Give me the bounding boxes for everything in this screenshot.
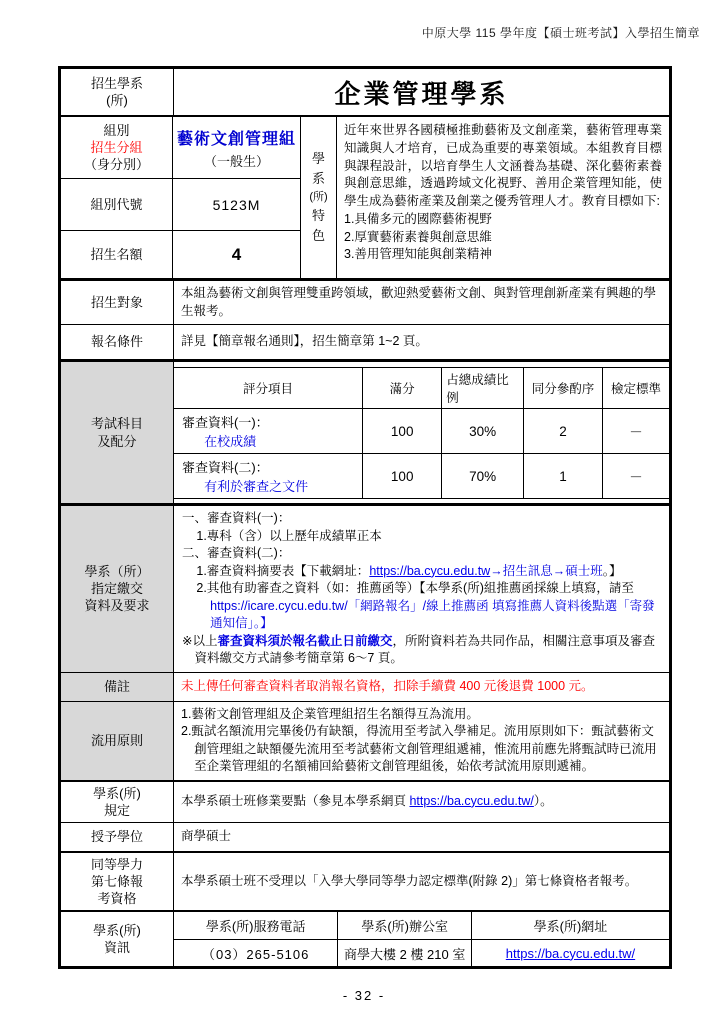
equivalency-row xyxy=(61,851,669,910)
group-code-label: 組別代號 xyxy=(61,179,173,230)
remark-text-cell xyxy=(173,673,669,701)
info-phone-header: 學系(所)服務電話 xyxy=(205,919,306,935)
conditions-text: 詳見【簡章報名通則】，招生簡章第 1~2 頁。 xyxy=(181,334,428,349)
regulation-label: 學系(所) 規定 xyxy=(93,785,141,818)
equivalency-text: 本學系碩士班不受理以「入學大學同等學力認定標準(附錄 2)」第七條資格者報考。 xyxy=(181,873,638,888)
materials-line-5: 2.其他有助審查之資料（如：推薦函等）【本學系(所)組推薦函採線上填寫，請至 https://icare.cycu.edu.tw/「網路報名」/線上推薦函 填寫推薦人資料後點選「寄發通知信」。】 xyxy=(196,581,655,630)
degree-text-cell xyxy=(173,823,669,851)
regulation-text: 本學系碩士班修業要點（參見本學系網頁 https://ba.cycu.edu.tw/）。 xyxy=(181,793,553,808)
remark-label: 備註 xyxy=(61,673,173,701)
exam-header-fullscore: 滿分 xyxy=(362,368,441,408)
exam-row-2-ratio: 70% xyxy=(441,453,523,498)
degree-text: 商學碩士 xyxy=(181,829,232,844)
admission-table xyxy=(58,66,672,969)
features-label: 學 系 (所) 特 色 xyxy=(300,117,336,278)
page-header: 中原大學 115 學年度【碩士班考試】入學招生簡章 xyxy=(421,26,700,40)
dept-website-link[interactable]: https://ba.cycu.edu.tw/ xyxy=(409,793,534,808)
features-item: 1.具備多元的國際藝術視野 xyxy=(344,211,492,226)
transfer-text-cell xyxy=(173,702,669,780)
info-section xyxy=(61,910,669,966)
equivalency-text-cell xyxy=(173,853,669,910)
regulation-row xyxy=(61,780,669,822)
exam-table xyxy=(174,367,669,499)
conditions-label: 報名條件 xyxy=(90,334,143,350)
target-text: 本組為藝術文創與管理雙重跨領域，歡迎熱愛藝術文創、與對管理創新產業有興趣的學生報考。 xyxy=(181,286,657,318)
group-identity: （一般生） xyxy=(203,153,269,169)
exam-row-2-fullscore: 100 xyxy=(362,453,441,498)
exam-row-1-standard: － xyxy=(602,408,669,453)
equivalency-label: 同等學力 第七條報 考資格 xyxy=(90,856,143,907)
exam-row-2-tiebreak: 1 xyxy=(523,453,602,498)
info-phone: （03）265-5106 xyxy=(174,939,337,966)
exam-row-2-standard: － xyxy=(602,453,669,498)
materials-text xyxy=(173,506,669,672)
exam-row-1-ratio: 30% xyxy=(441,408,523,453)
degree-label: 授予學位 xyxy=(90,829,143,845)
materials-line-3: 二、審查資料(二)： xyxy=(182,546,291,560)
exam-row-1-tiebreak: 2 xyxy=(523,408,602,453)
remark-text: 未上傳任何審查資料者取消報名資格，扣除手續費 400 元後退費 1000 元。 xyxy=(181,678,594,693)
info-label: 學系(所) 資訊 xyxy=(93,923,141,956)
materials-line-4: 1.審查資料摘要表【下載網址：https://ba.cycu.edu.tw→招生訊息→碩士班。】 xyxy=(196,563,622,578)
info-table xyxy=(173,912,669,966)
exam-header-tiebreak: 同分參酌序 xyxy=(523,368,602,408)
materials-note-deadline: 審查資料須於報名截止日前繳交 xyxy=(217,633,393,648)
materials-section xyxy=(61,503,669,672)
degree-row xyxy=(61,822,669,851)
exam-header-standard: 檢定標準 xyxy=(602,368,669,408)
features-item: 3.善用管理知能與創業精神 xyxy=(344,247,492,262)
info-web-header: 學系(所)網址 xyxy=(471,912,669,939)
target-row xyxy=(61,278,669,324)
target-label: 招生對象 xyxy=(90,294,143,310)
features-item: 2.厚實藝術素養與創意思維 xyxy=(344,229,492,244)
materials-note: ※以上審查資料須於報名截止日前繳交，所附資料若為共同作品，相關注意事項及審查資料繳交方式請參考簡章第 6～7 頁。 xyxy=(182,633,656,665)
exam-row-1-item: 審查資料(一)： 在校成績 xyxy=(174,408,362,453)
group-code-row xyxy=(61,178,300,230)
materials-line-2: 1.專科（含）以上歷年成績單正本 xyxy=(196,528,382,543)
transfer-row xyxy=(61,701,669,780)
materials-line-1: 一、審查資料(一)： xyxy=(182,511,291,525)
info-office: 商學大樓 2 樓 210 室 xyxy=(337,939,471,966)
conditions-text-cell xyxy=(173,325,669,359)
group-name: 藝術文創管理組 xyxy=(176,130,296,148)
dept-name-cell xyxy=(173,69,669,115)
exam-row-2-item: 審查資料(二)： 有利於審查之文件 xyxy=(174,453,362,498)
recommendation-url-text: https://icare.cycu.edu.tw/「網路報名」/線上推薦函 填寫推薦人資料後點選「寄發通知信」。】 xyxy=(210,598,655,630)
transfer-line-1: 1.藝術文創管理組及企業管理組招生名額得互為流用。 xyxy=(181,706,479,721)
features-intro: 近年來世界各國積極推動藝術及文創產業，藝術管理專業知識與人才培育，已成為重要的專業領域。本組教育目標與課程設計，以培育學生人文涵養為基礎、深化藝術素養與創意思維，透過跨域文化視野、善用企業管理知能，使學生成為藝術產業及創業之優秀管理人才。教育目標如下: xyxy=(344,123,662,208)
exam-row-1-item-detail: 在校成績 xyxy=(204,434,257,449)
quota-row xyxy=(61,230,300,278)
remark-row xyxy=(61,672,669,701)
group-code-cell xyxy=(173,179,300,230)
features-text xyxy=(336,117,669,278)
materials-label: 學系（所） 指定繳交 資料及要求 xyxy=(61,506,173,672)
group-code-value: 5123M xyxy=(212,196,261,213)
exam-row-1-fullscore: 100 xyxy=(362,408,441,453)
quota-cell xyxy=(173,231,300,278)
group-name-row xyxy=(61,117,300,178)
group-name-cell xyxy=(173,117,300,178)
target-text-cell xyxy=(173,281,669,324)
dept-row xyxy=(61,69,669,115)
page-number: - 32 - xyxy=(342,988,386,1003)
exam-header-ratio: 占總成績比例 xyxy=(441,368,523,408)
group-block xyxy=(61,115,669,278)
transfer-label: 流用原則 xyxy=(61,702,173,780)
exam-row-2-item-detail: 有利於審查之文件 xyxy=(204,479,309,494)
exam-section-label: 考試科目 及配分 xyxy=(61,362,173,503)
conditions-row xyxy=(61,324,669,359)
exam-section xyxy=(61,359,669,503)
dept-name: 企業管理學系 xyxy=(334,78,509,109)
info-office-header: 學系(所)辦公室 xyxy=(337,912,471,939)
group-left-column xyxy=(61,117,300,278)
exam-header-item: 評分項目 xyxy=(243,382,294,396)
exam-table-wrap xyxy=(173,362,669,503)
quota-label: 招生名額 xyxy=(61,231,173,278)
group-label-red: 招生分組 xyxy=(90,139,143,155)
info-web-cell xyxy=(471,939,669,966)
group-label: 組別 招生分組 （身分別） xyxy=(61,117,173,178)
info-web-link[interactable]: https://ba.cycu.edu.tw/ xyxy=(505,945,636,961)
dept-label: 招生學系 (所) xyxy=(90,75,143,108)
quota-value: 4 xyxy=(231,244,242,264)
regulation-text-cell xyxy=(173,782,669,822)
transfer-line-2: 2.甄試名額流用完畢後仍有缺額，得流用至考試入學補足。流用原則如下：甄試藝術文創管理組之缺額優先流用至考試藝術文創管理組遞補，惟流用前應先將甄試時已流用至企業管理組的名額補回給藝術文創管理組後，始依考試流用原則遞補。 xyxy=(181,724,657,773)
download-url-link[interactable]: https://ba.cycu.edu.tw xyxy=(369,563,491,578)
